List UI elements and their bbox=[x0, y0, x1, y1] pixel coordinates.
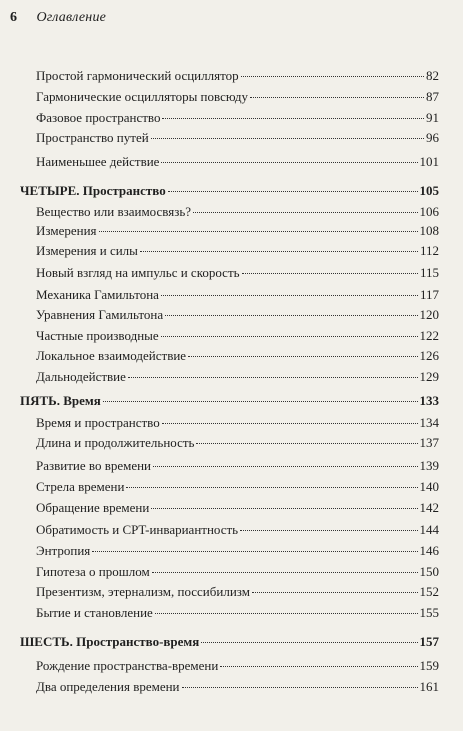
toc-entry bbox=[36, 584, 439, 600]
dot-leader bbox=[151, 138, 424, 139]
toc-entry bbox=[36, 307, 439, 323]
dot-leader bbox=[252, 592, 418, 593]
toc-entry bbox=[36, 110, 439, 126]
toc-entry-title: Развитие во времени bbox=[36, 458, 152, 473]
dot-leader bbox=[162, 423, 418, 424]
dot-leader bbox=[240, 530, 417, 531]
toc-entry-page: 129 bbox=[419, 369, 439, 384]
toc-entry-title: Дальнодействие bbox=[36, 369, 126, 384]
toc-entry-title: Наименьшее действие bbox=[36, 154, 160, 169]
toc-entry-title: Обращение времени bbox=[36, 500, 150, 515]
toc-entry-page: 161 bbox=[419, 679, 439, 694]
toc-entry-page: 146 bbox=[419, 543, 439, 558]
toc-entry-page: 117 bbox=[419, 287, 439, 302]
toc-entry-page: 142 bbox=[419, 500, 439, 515]
toc-entry-title: Энтропия bbox=[36, 543, 91, 558]
dot-leader bbox=[155, 613, 418, 614]
page-number: 6 bbox=[10, 10, 17, 25]
toc-entry-title: Обратимость и CPT-инвариантность bbox=[36, 522, 239, 537]
toc-entry-page: 106 bbox=[419, 204, 439, 219]
toc-entry-title: ЧЕТЫРЕ. Пространство bbox=[20, 183, 166, 198]
dot-leader bbox=[92, 551, 417, 552]
dot-leader bbox=[193, 212, 417, 213]
dot-leader bbox=[161, 295, 418, 296]
dot-leader bbox=[126, 487, 417, 488]
dot-leader bbox=[140, 251, 418, 252]
toc-entry-page: 133 bbox=[419, 393, 439, 408]
toc-entry bbox=[36, 605, 439, 621]
dot-leader bbox=[162, 118, 424, 119]
toc-entry-page: 139 bbox=[419, 458, 439, 473]
toc-entry-page: 108 bbox=[419, 223, 439, 238]
toc-entry-title: Стрела времени bbox=[36, 479, 125, 494]
toc-entry-page: 101 bbox=[419, 154, 439, 169]
toc-entry bbox=[36, 479, 439, 495]
toc-entry bbox=[36, 243, 439, 259]
page-header bbox=[10, 10, 443, 26]
toc-entry bbox=[36, 204, 439, 220]
toc-entry-page: 82 bbox=[426, 68, 439, 83]
toc-entry-title: Фазовое пространство bbox=[36, 110, 161, 125]
toc-entry-title: Пространство путей bbox=[36, 130, 149, 145]
toc-entry bbox=[36, 265, 439, 281]
toc-entry-title: Гармонические осцилляторы повсюду bbox=[36, 89, 249, 104]
toc-entry-page: 120 bbox=[419, 307, 439, 322]
toc-entry-title: Механика Гамильтона bbox=[36, 287, 159, 302]
toc-entry-page: 159 bbox=[419, 658, 439, 673]
toc-entry bbox=[36, 68, 439, 84]
toc-entry-page: 152 bbox=[419, 584, 439, 599]
toc-entry-title: ШЕСТЬ. Пространство-время bbox=[20, 634, 200, 649]
dot-leader bbox=[151, 508, 417, 509]
toc-entry bbox=[36, 369, 439, 385]
dot-leader bbox=[161, 336, 418, 337]
toc-entry-title: Презентизм, этернализм, поссибилизм bbox=[36, 584, 250, 599]
toc-entry bbox=[36, 348, 439, 364]
dot-leader bbox=[196, 443, 417, 444]
dot-leader bbox=[241, 76, 424, 77]
toc-entry bbox=[36, 415, 439, 431]
toc-entry-title: Простой гармонический осциллятор bbox=[36, 68, 239, 83]
toc-entry-title: Длина и продолжительность bbox=[36, 435, 195, 450]
toc-entry-title: Время и пространство bbox=[36, 415, 160, 430]
dot-leader bbox=[201, 642, 417, 643]
toc-chapter-entry bbox=[20, 183, 439, 199]
toc-entry-page: 155 bbox=[419, 605, 439, 620]
toc-entry bbox=[36, 435, 439, 451]
toc-entry-page: 87 bbox=[426, 89, 439, 104]
toc-entry bbox=[36, 328, 439, 344]
toc-entry-title: Вещество или взаимосвязь? bbox=[36, 204, 192, 219]
toc-entry-page: 115 bbox=[419, 265, 439, 280]
toc-entry-page: 134 bbox=[419, 415, 439, 430]
toc-entry-title: Два определения времени bbox=[36, 679, 180, 694]
toc-entry-page: 122 bbox=[419, 328, 439, 343]
toc-chapter-entry bbox=[20, 393, 439, 409]
dot-leader bbox=[153, 466, 417, 467]
toc-entry-title: Частные производные bbox=[36, 328, 159, 343]
toc-entry-title: Измерения и силы bbox=[36, 243, 138, 258]
toc-entry bbox=[36, 458, 439, 474]
dot-leader bbox=[188, 356, 417, 357]
dot-leader bbox=[220, 666, 417, 667]
toc-entry-title: Гипотеза о прошлом bbox=[36, 564, 150, 579]
toc-entry-page: 112 bbox=[419, 243, 439, 258]
toc-entry-title: Измерения bbox=[36, 223, 97, 238]
toc-entry bbox=[36, 154, 439, 170]
dot-leader bbox=[242, 273, 418, 274]
toc-entry-title: Локальное взаимодействие bbox=[36, 348, 187, 363]
dot-leader bbox=[182, 687, 418, 688]
toc-entry bbox=[36, 679, 439, 695]
toc-entry bbox=[36, 500, 439, 516]
toc-chapter-entry bbox=[20, 634, 439, 650]
dot-leader bbox=[152, 572, 418, 573]
toc-entry-title: Уравнения Гамильтона bbox=[36, 307, 164, 322]
toc-entry-page: 157 bbox=[419, 634, 439, 649]
toc-entry-page: 140 bbox=[419, 479, 439, 494]
dot-leader bbox=[165, 315, 417, 316]
toc-entry bbox=[36, 89, 439, 105]
toc-entry-page: 150 bbox=[419, 564, 439, 579]
toc-entry bbox=[36, 658, 439, 674]
dot-leader bbox=[99, 231, 418, 232]
toc-entry bbox=[36, 223, 439, 239]
toc-entry bbox=[36, 543, 439, 559]
toc-entry-page: 137 bbox=[419, 435, 439, 450]
toc-entry-title: Новый взгляд на импульс и скорость bbox=[36, 265, 240, 280]
dot-leader bbox=[128, 377, 418, 378]
toc-entry-title: Рождение пространства-времени bbox=[36, 658, 219, 673]
dot-leader bbox=[168, 191, 418, 192]
toc-entry-title: ПЯТЬ. Время bbox=[20, 393, 101, 408]
toc-entry-page: 126 bbox=[419, 348, 439, 363]
toc-entry bbox=[36, 564, 439, 580]
dot-leader bbox=[103, 401, 418, 402]
toc-entry-title: Бытие и становление bbox=[36, 605, 153, 620]
toc-entry bbox=[36, 522, 439, 538]
toc-entry-page: 96 bbox=[426, 130, 439, 145]
toc-entry-page: 91 bbox=[426, 110, 439, 125]
running-title: Оглавление bbox=[36, 10, 107, 25]
dot-leader bbox=[250, 97, 424, 98]
dot-leader bbox=[161, 162, 417, 163]
toc-entry-page: 144 bbox=[419, 522, 439, 537]
toc-entry bbox=[36, 287, 439, 303]
toc-entry-page: 105 bbox=[419, 183, 439, 198]
toc-entry bbox=[36, 130, 439, 146]
